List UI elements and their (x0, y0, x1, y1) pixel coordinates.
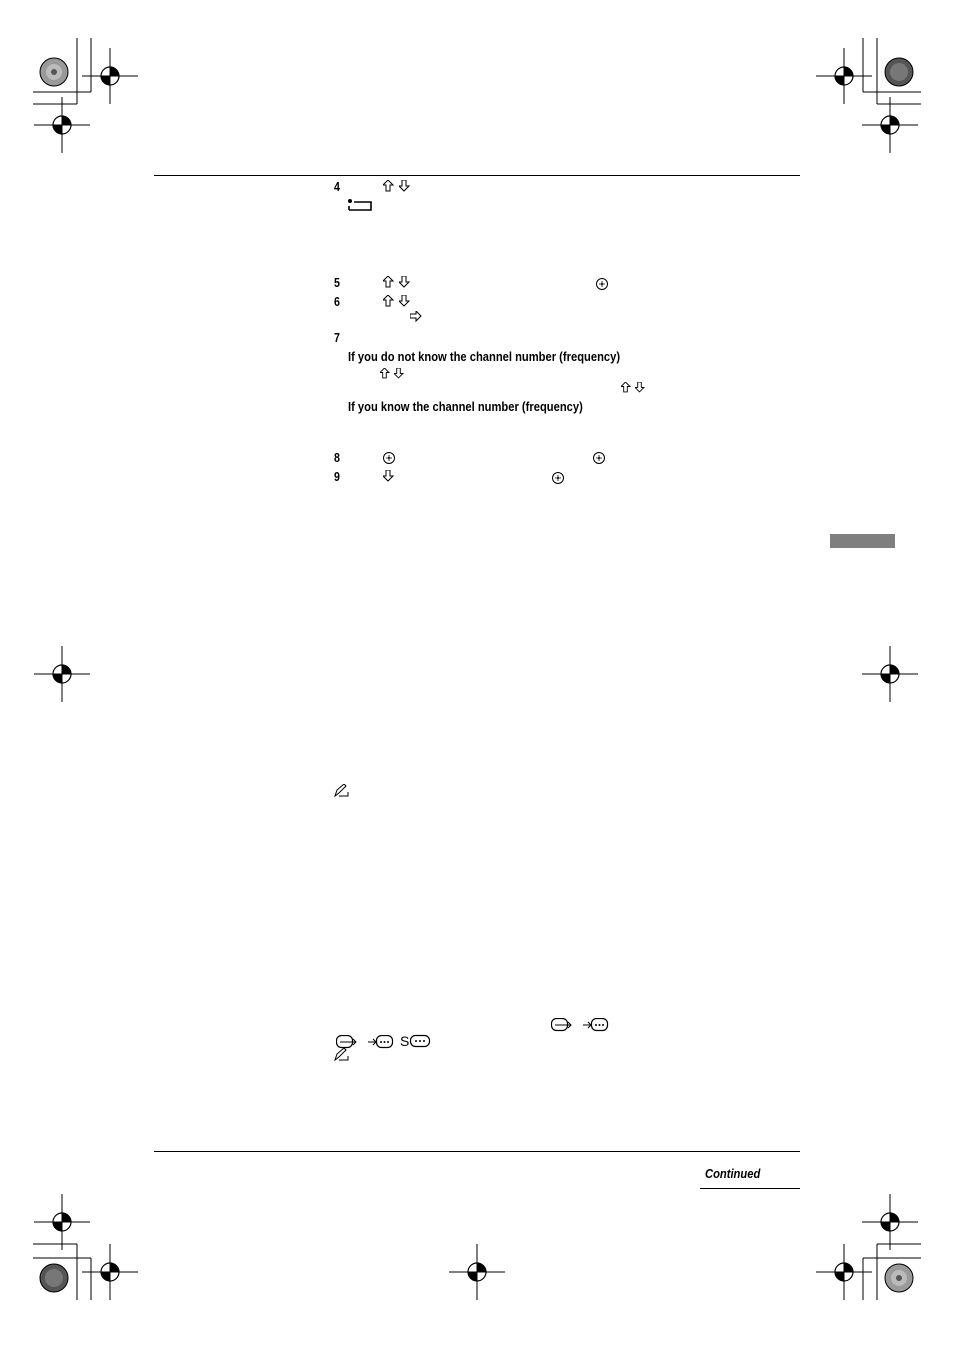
heading-known-channel: If you know the channel number (frequency) (348, 399, 583, 414)
note-pencil-icon (334, 784, 350, 798)
heading-unknown-channel: If you do not know the channel number (frequency) (348, 349, 621, 364)
step-number-7: 7 (334, 330, 340, 345)
step-number-9: 9 (334, 469, 340, 484)
arrow-up-icon (621, 382, 632, 393)
av-input-icon (551, 1018, 575, 1032)
arrow-down-icon (394, 368, 405, 379)
arrow-right-icon (410, 311, 422, 323)
continued-rule (700, 1188, 800, 1189)
arrow-up-icon (380, 368, 391, 379)
footer-rule (154, 1151, 800, 1152)
arrow-down-icon (399, 276, 411, 288)
av-output-icon (583, 1018, 609, 1032)
step-number-4: 4 (334, 179, 340, 194)
ok-button-icon (383, 452, 396, 465)
arrow-down-icon (635, 382, 646, 393)
note-pencil-icon (334, 1048, 350, 1062)
return-icon (347, 198, 373, 212)
arrow-up-icon (383, 180, 395, 192)
ok-button-icon (552, 472, 565, 485)
arrow-up-icon (383, 295, 395, 307)
color-disc-icon (883, 1262, 915, 1294)
ok-button-icon (593, 452, 606, 465)
svg-text:S: S (400, 1034, 410, 1049)
arrow-down-icon (399, 180, 411, 192)
arrow-up-icon (383, 276, 395, 288)
color-disc-icon (38, 56, 70, 88)
step-number-8: 8 (334, 450, 340, 465)
ok-button-icon (596, 278, 609, 291)
arrow-down-icon (399, 295, 411, 307)
step-number-6: 6 (334, 294, 340, 309)
arrow-down-icon (383, 470, 395, 482)
color-disc-icon (883, 56, 915, 88)
header-rule (154, 175, 800, 176)
av-output-icon (368, 1035, 394, 1049)
continued-label: Continued (705, 1166, 761, 1181)
av-input-icon (336, 1035, 360, 1049)
step-number-5: 5 (334, 275, 340, 290)
s-video-icon (400, 1034, 432, 1049)
section-tab (830, 534, 895, 548)
color-disc-icon (38, 1262, 70, 1294)
